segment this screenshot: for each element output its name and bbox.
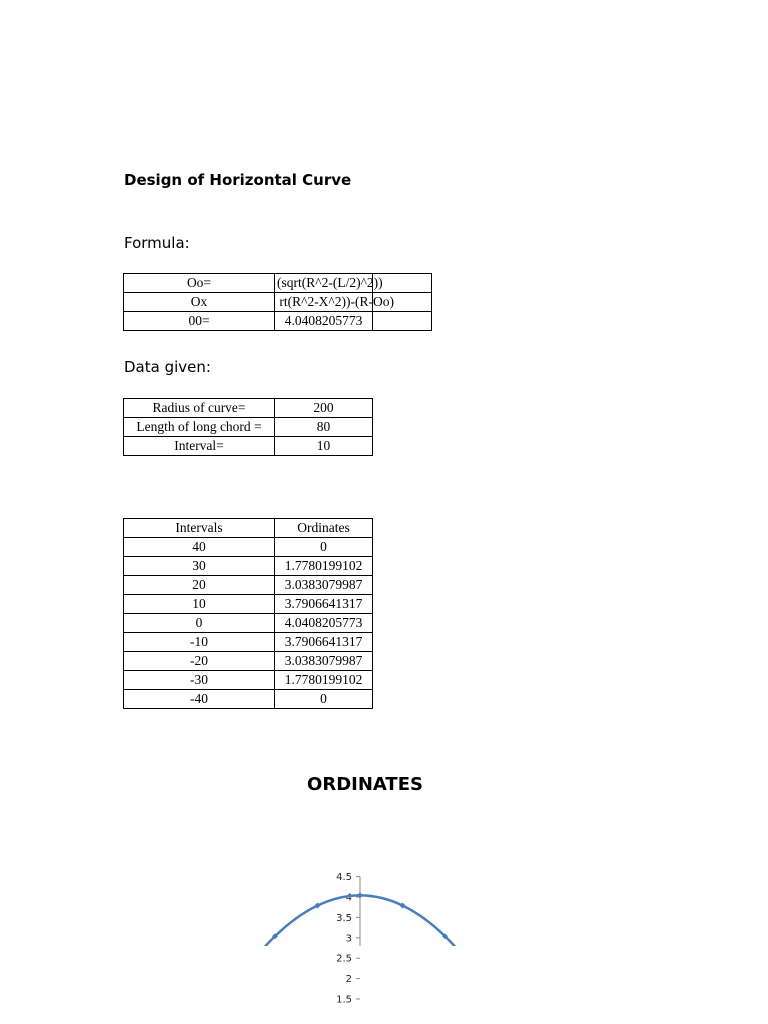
interval-cell: -20 [124, 652, 275, 671]
table-row [124, 274, 432, 293]
column-header: Intervals [124, 519, 275, 538]
interval-cell: 0 [124, 614, 275, 633]
table-row [124, 293, 432, 312]
interval-cell: 40 [124, 538, 275, 557]
data-cell-label: Length of long chord = [124, 418, 275, 437]
formula-text: rt(R^2-X^2))-(R-Oo) [279, 294, 394, 309]
ordinate-cell: 0 [275, 690, 373, 709]
formula-cell-value [275, 274, 383, 293]
data-cell-label: Radius of curve= [124, 399, 275, 418]
formula-cell-extra [373, 312, 432, 331]
ordinate-cell: 1.7780199102 [275, 671, 373, 690]
table-row [124, 690, 373, 709]
ordinate-cell: 3.7906641317 [275, 633, 373, 652]
interval-cell: 10 [124, 595, 275, 614]
data-cell-value: 10 [275, 437, 373, 456]
chart-title: ORDINATES [307, 774, 423, 795]
interval-cell: -40 [124, 690, 275, 709]
ordinate-cell: 3.7906641317 [275, 595, 373, 614]
data-given-table [123, 398, 373, 456]
y-tick-label: 2 [345, 974, 352, 986]
table-row [124, 312, 432, 331]
column-header: Ordinates [275, 519, 373, 538]
y-tick-label: 3.5 [336, 912, 352, 924]
y-tick-label: 1.5 [336, 994, 352, 1006]
data-point [230, 985, 236, 991]
ordinate-cell: 0 [275, 538, 373, 557]
table-row [124, 614, 373, 633]
table-row [124, 595, 373, 614]
interval-cell: 20 [124, 576, 275, 595]
ordinate-cell: 3.0383079987 [275, 652, 373, 671]
data-cell-value: 80 [275, 418, 373, 437]
formula-cell-value [275, 293, 394, 312]
table-row [124, 633, 373, 652]
ordinate-cell: 1.7780199102 [275, 557, 373, 576]
data-cell-value: 200 [275, 399, 373, 418]
table-row [124, 538, 373, 557]
formula-text: (sqrt(R^2-(L/2)^2)) [277, 275, 383, 290]
table-row [124, 652, 373, 671]
ordinates-chart [160, 760, 580, 1024]
page-title: Design of Horizontal Curve [124, 171, 352, 189]
data-given-label: Data given: [124, 358, 211, 376]
formula-cell-label: Oo= [124, 274, 275, 293]
y-tick-label: 4 [345, 892, 352, 904]
y-tick-label: 3 [345, 933, 352, 945]
ordinate-cell: 3.0383079987 [275, 576, 373, 595]
table-row [124, 418, 373, 437]
table-row [124, 399, 373, 418]
table-row [124, 671, 373, 690]
table-row [124, 557, 373, 576]
table-row [124, 437, 373, 456]
ordinates-table [123, 518, 373, 709]
interval-cell: -30 [124, 671, 275, 690]
y-tick-label: 2.5 [336, 953, 352, 965]
formula-cell-label: 00= [124, 312, 275, 331]
data-cell-label: Interval= [124, 437, 275, 456]
formula-label: Formula: [124, 234, 190, 252]
formula-cell-value: 4.0408205773 [275, 312, 373, 331]
chart-plot-area [187, 872, 533, 1024]
ordinate-cell: 4.0408205773 [275, 614, 373, 633]
interval-cell: 30 [124, 557, 275, 576]
interval-cell: -10 [124, 633, 275, 652]
formula-cell-label: Ox [124, 293, 275, 312]
formula-table [123, 273, 432, 331]
table-row [124, 576, 373, 595]
table-header-row [124, 519, 373, 538]
data-point [485, 985, 491, 991]
y-tick-label: 4.5 [336, 872, 352, 884]
